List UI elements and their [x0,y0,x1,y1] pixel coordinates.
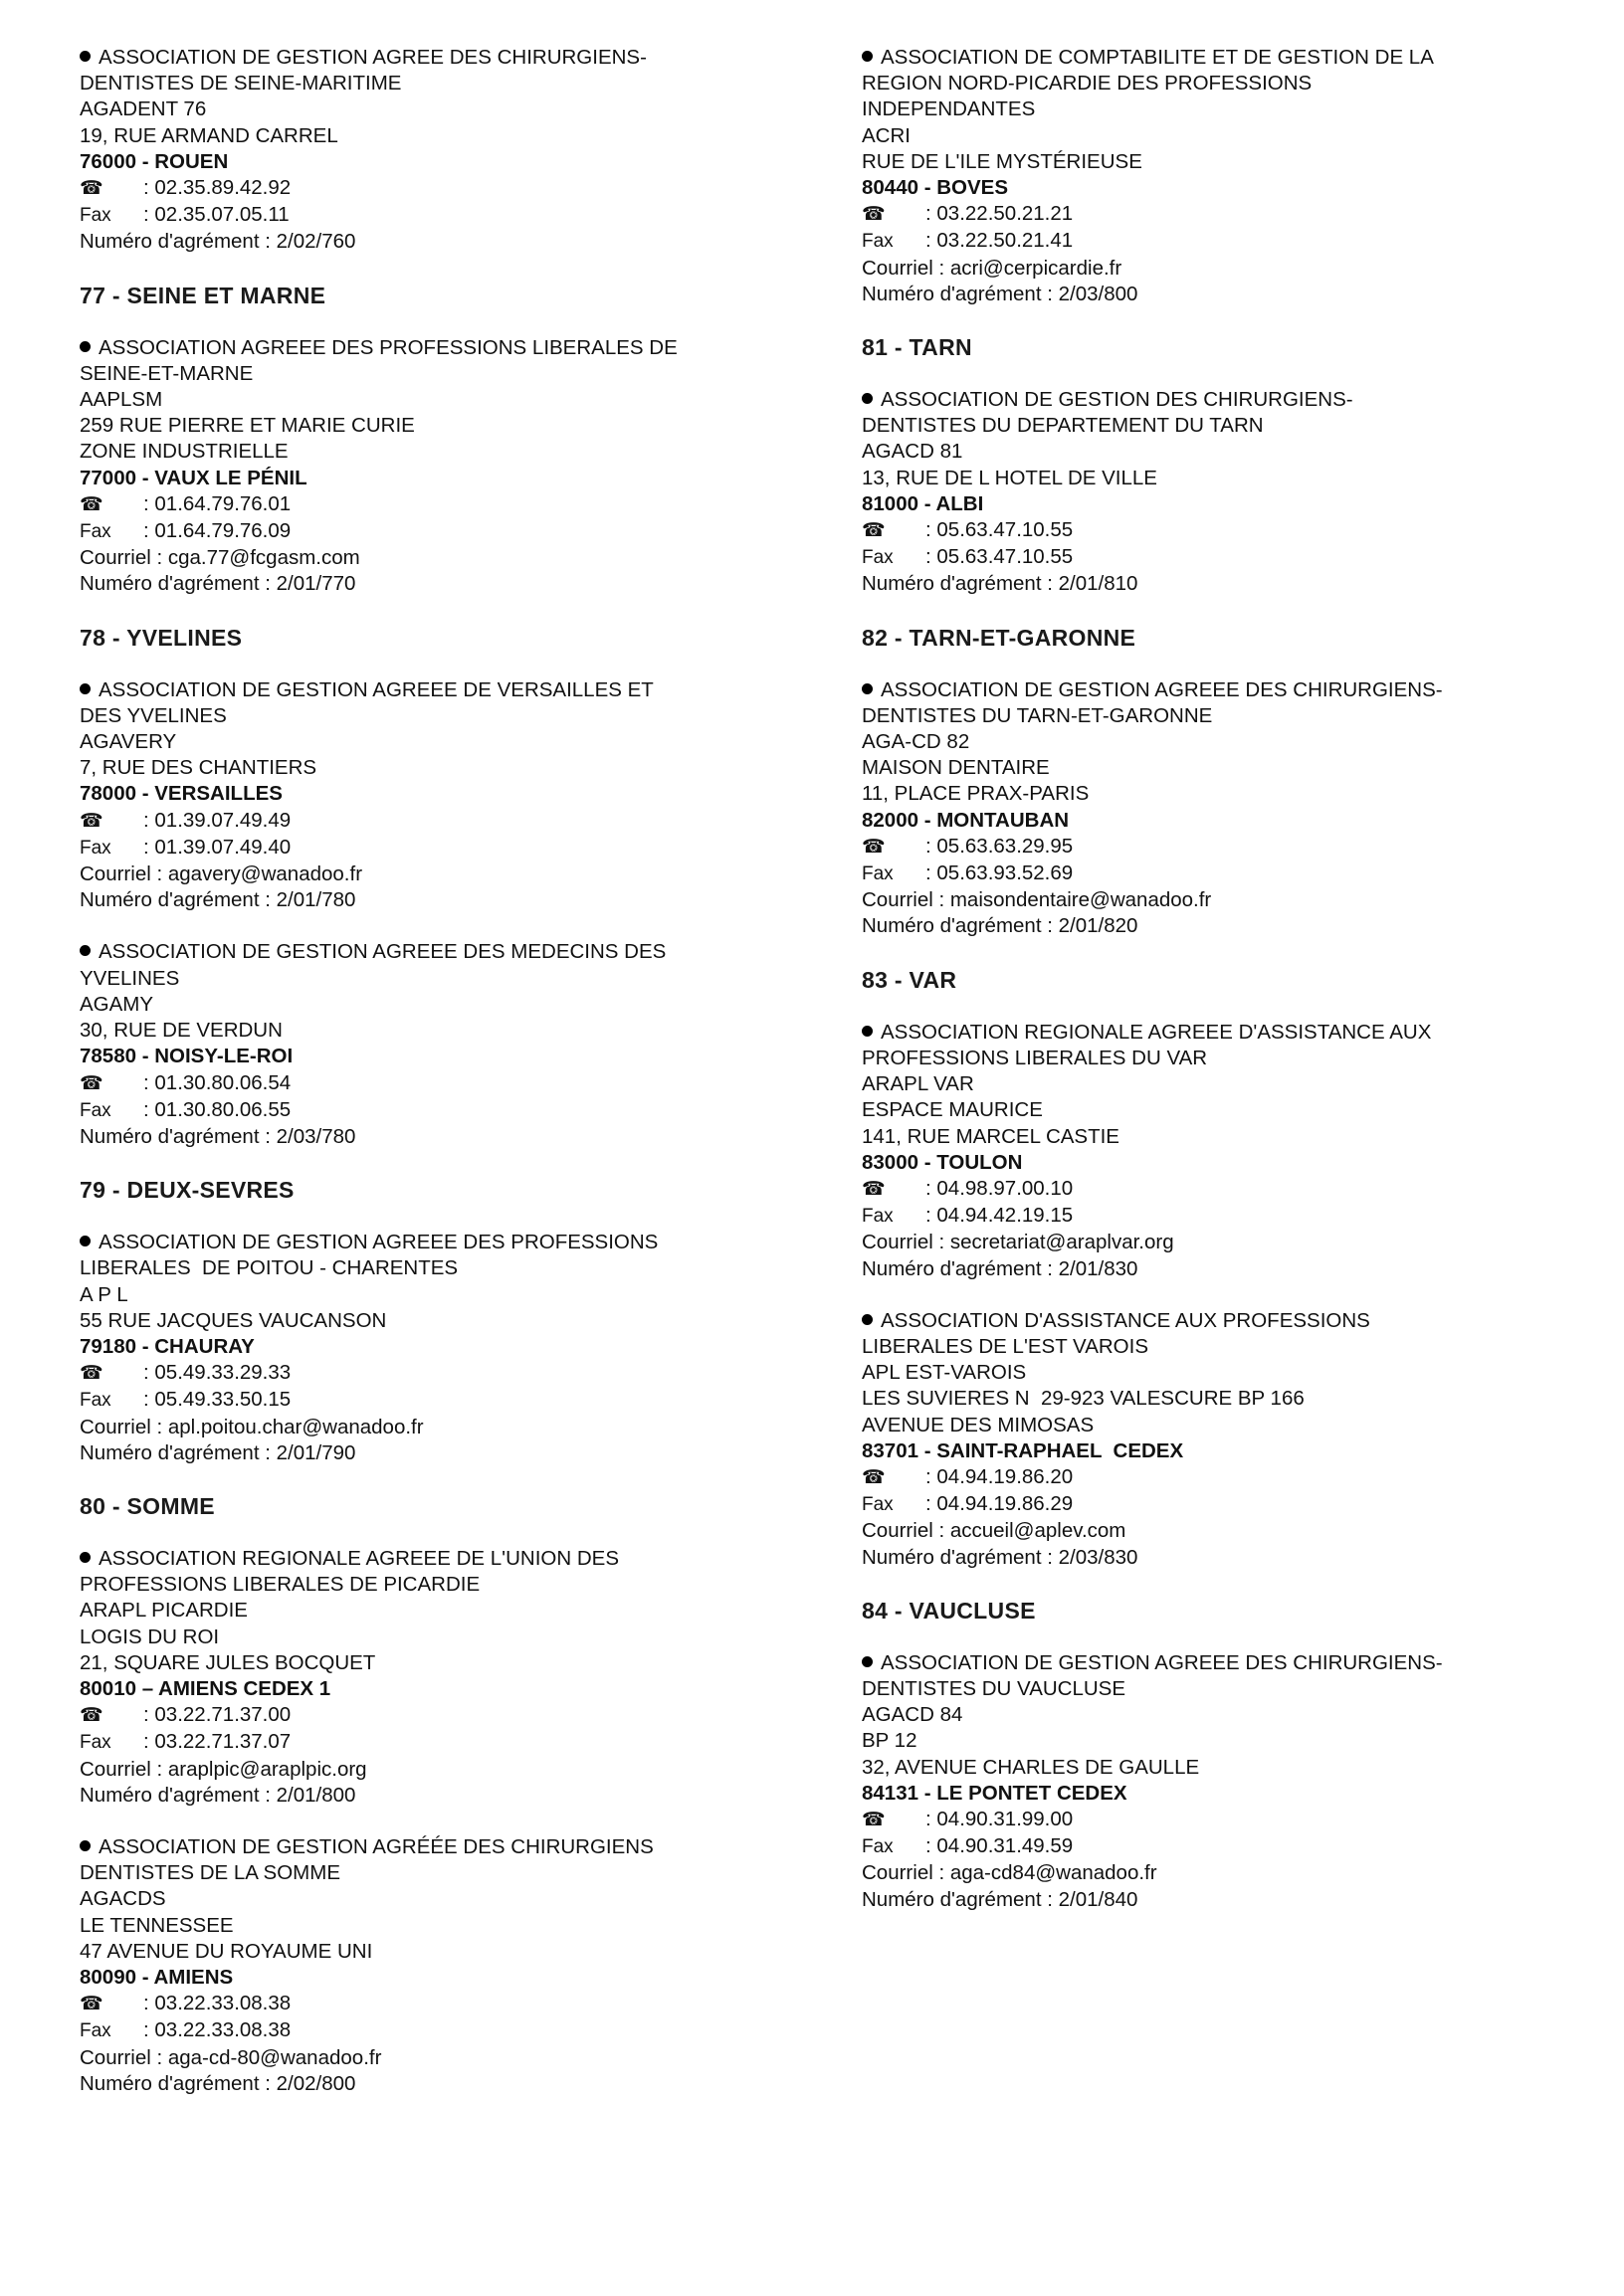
postal-city: 83000 - TOULON [862,1150,1023,1174]
association-acronym: AGACD 84 [862,1703,963,1727]
fax-number: : 03.22.50.21.41 [925,229,1074,253]
phone-number: : 01.64.79.76.01 [143,491,292,515]
address-line: BP 12 [862,1729,917,1753]
association-name-text: ASSOCIATION REGIONALE AGREEE DE L'UNION DES [99,1546,619,1570]
phone-icon: ☎ [862,1466,886,1488]
address-line: MAISON DENTAIRE [862,756,1050,780]
email-line: Courriel : secretariat@araplvar.org [862,1231,1174,1254]
association-name-line [862,677,1548,703]
association-name-text: LIBERALES DE POITOU - CHARENTES [80,1256,459,1280]
association-name-text: REGION NORD-PICARDIE DES PROFESSIONS [862,72,1313,96]
bullet-icon [80,1552,91,1563]
association-name-line [80,1546,766,1572]
agrement-number: Numéro d'agrément : 2/01/800 [80,1783,356,1807]
fax-label: Fax [80,2020,111,2042]
fax-row [862,228,1548,255]
association-name-line [80,1255,766,1281]
association-name-text: SEINE-ET-MARNE [80,361,254,385]
address-line: LE TENNESSEE [80,1913,234,1937]
fax-label: Fax [862,1206,894,1228]
fax-row [862,1203,1548,1230]
address-line: 32, AVENUE CHARLES DE GAULLE [862,1755,1200,1779]
section-heading: 79 - DEUX-SEVRES [80,1177,295,1204]
association-acronym: AGAVERY [80,730,177,754]
association-entry [862,677,1548,940]
fax-number: : 05.63.93.52.69 [925,861,1074,885]
phone-icon: ☎ [80,810,103,832]
agrement-number: Numéro d'agrément : 2/02/800 [80,2071,356,2095]
postal-city: 77000 - VAUX LE PÉNIL [80,466,307,489]
phone-icon: ☎ [862,520,886,542]
phone-row [862,1176,1548,1203]
fax-row [80,202,766,229]
fax-row [80,2017,766,2044]
association-acronym: ACRI [862,123,911,147]
bullet-icon [862,1026,873,1037]
association-name-line [80,335,766,361]
bullet-icon [80,1840,91,1851]
association-name-text: ASSOCIATION DE GESTION DES CHIRURGIENS- [881,388,1353,412]
phone-row [80,1070,766,1097]
phone-icon: ☎ [80,1072,103,1094]
fax-number: : 04.90.31.49.59 [925,1834,1074,1858]
association-name-text: ASSOCIATION D'ASSISTANCE AUX PROFESSIONS [881,1308,1370,1332]
fax-number: : 02.35.07.05.11 [143,203,290,227]
email-line: Courriel : agavery@wanadoo.fr [80,862,363,886]
bullet-icon [862,51,873,62]
fax-number: : 01.64.79.76.09 [143,519,292,543]
association-acronym: A P L [80,1282,128,1306]
postal-city: 76000 - ROUEN [80,149,229,173]
phone-number: : 01.39.07.49.49 [143,808,292,832]
phone-number: : 04.90.31.99.00 [925,1807,1074,1830]
email-line: Courriel : maisondentaire@wanadoo.fr [862,888,1212,912]
agrement-number: Numéro d'agrément : 2/01/790 [80,1440,356,1464]
association-name-line [862,1650,1548,1676]
association-name-text: PROFESSIONS LIBERALES DU VAR [862,1046,1208,1069]
phone-number: : 02.35.89.42.92 [143,176,292,200]
phone-icon: ☎ [862,1809,886,1830]
phone-row [862,1464,1548,1491]
postal-city: 80010 – AMIENS CEDEX 1 [80,1676,331,1700]
email-line: Courriel : araplpic@araplpic.org [80,1757,367,1781]
bullet-icon [80,341,91,352]
section-heading: 82 - TARN-ET-GARONNE [862,624,1136,651]
fax-number: : 05.63.47.10.55 [925,545,1074,569]
association-name-line [862,387,1548,413]
association-acronym: ARAPL VAR [862,1072,974,1096]
association-name-text: DES YVELINES [80,703,227,727]
association-name-text: ASSOCIATION DE COMPTABILITE ET DE GESTION DE LA [881,46,1434,69]
fax-number: : 01.30.80.06.55 [143,1097,292,1121]
bullet-icon [80,683,91,694]
postal-city: 78000 - VERSAILLES [80,782,283,806]
bullet-icon [862,1314,873,1325]
association-acronym: AGACD 81 [862,440,963,464]
association-name-text: ASSOCIATION REGIONALE AGREEE D'ASSISTANCE AUX [881,1020,1432,1044]
email-line: Courriel : accueil@aplev.com [862,1519,1126,1543]
association-name-text: PROFESSIONS LIBERALES DE PICARDIE [80,1573,481,1597]
postal-city: 82000 - MONTAUBAN [862,808,1070,832]
association-name-text: ASSOCIATION AGREEE DES PROFESSIONS LIBERALES DE [99,335,678,359]
address-line: ZONE INDUSTRIELLE [80,440,289,464]
association-name-line [80,1860,766,1886]
association-name-line [80,1572,766,1598]
section-heading: 77 - SEINE ET MARNE [80,282,326,308]
address-line: 55 RUE JACQUES VAUCANSON [80,1308,387,1332]
association-name-line [862,1020,1548,1046]
section-heading: 78 - YVELINES [80,624,243,651]
association-entry [80,1834,766,2097]
association-name-text: DENTISTES DU TARN-ET-GARONNE [862,703,1213,727]
bullet-icon [862,683,873,694]
association-name-line [80,703,766,729]
association-acronym: AGA-CD 82 [862,730,970,754]
association-name-line [862,1676,1548,1702]
section-heading: 81 - TARN [862,334,972,361]
postal-city: 80090 - AMIENS [80,1965,234,1989]
association-name-line [862,96,1548,122]
bullet-icon [80,945,91,956]
association-acronym: AGADENT 76 [80,97,207,121]
association-acronym: ARAPL PICARDIE [80,1599,248,1623]
association-name-text: INDEPENDANTES [862,97,1036,121]
agrement-number: Numéro d'agrément : 2/01/820 [862,914,1138,938]
agrement-number: Numéro d'agrément : 2/03/780 [80,1124,356,1148]
phone-number: : 04.94.19.86.20 [925,1464,1074,1488]
association-entry [862,1020,1548,1282]
association-name-line [80,361,766,387]
association-entry [862,45,1548,307]
phone-number: : 01.30.80.06.54 [143,1070,292,1094]
fax-label: Fax [80,1099,111,1121]
agrement-number: Numéro d'agrément : 2/03/830 [862,1545,1138,1569]
association-name-text: DENTISTES DE LA SOMME [80,1861,340,1885]
address-line: ESPACE MAURICE [862,1098,1043,1122]
association-name-text: ASSOCIATION DE GESTION AGREEE DES CHIRURGIENS- [881,677,1443,701]
association-entry [862,1650,1548,1913]
association-entry [80,1546,766,1809]
association-name-text: LIBERALES DE L'EST VAROIS [862,1334,1148,1358]
left-column [80,45,766,2123]
fax-label: Fax [80,1732,111,1754]
association-name-line [862,1308,1548,1334]
association-name-text: YVELINES [80,966,180,990]
fax-row [80,518,766,545]
association-name-line [80,1230,766,1255]
fax-label: Fax [862,231,894,253]
fax-row [80,1097,766,1124]
fax-number: : 04.94.19.86.29 [925,1492,1074,1516]
fax-label: Fax [80,837,111,859]
association-name-text: ASSOCIATION DE GESTION AGREE DES CHIRURGIENS- [99,46,647,69]
association-name-line [80,1834,766,1860]
association-name-line [862,71,1548,96]
fax-row [862,1491,1548,1518]
agrement-number: Numéro d'agrément : 2/02/760 [80,230,356,254]
address-line: LOGIS DU ROI [80,1625,220,1648]
association-name-text: DENTISTES DE SEINE-MARITIME [80,72,402,96]
postal-city: 81000 - ALBI [862,491,984,515]
association-name-text: ASSOCIATION DE GESTION AGREEE DES CHIRURGIENS- [881,1650,1443,1674]
fax-label: Fax [862,1494,894,1516]
bullet-icon [80,51,91,62]
section-heading: 80 - SOMME [80,1492,215,1519]
bullet-icon [80,1236,91,1246]
email-line: Courriel : apl.poitou.char@wanadoo.fr [80,1415,424,1438]
postal-city: 83701 - SAINT-RAPHAEL CEDEX [862,1438,1184,1462]
association-entry [80,677,766,914]
association-acronym: AAPLSM [80,388,163,412]
association-entry [862,387,1548,598]
address-line: 13, RUE DE L HOTEL DE VILLE [862,466,1157,489]
association-name-text: DENTISTES DU DEPARTEMENT DU TARN [862,414,1264,438]
postal-city: 80440 - BOVES [862,176,1008,200]
association-name-text: ASSOCIATION DE GESTION AGREEE DES PROFESSIONS [99,1231,659,1254]
association-entry [80,335,766,598]
section-heading: 84 - VAUCLUSE [862,1597,1036,1624]
association-acronym: AGAMY [80,992,154,1016]
association-name-text: ASSOCIATION DE GESTION AGREEE DE VERSAILLES ET [99,677,654,701]
phone-number: : 05.63.63.29.95 [925,834,1074,858]
fax-number: : 01.39.07.49.40 [143,835,292,859]
phone-icon: ☎ [80,178,103,200]
fax-row [862,544,1548,571]
association-name-line [862,413,1548,439]
address-line: 21, SQUARE JULES BOCQUET [80,1650,376,1674]
phone-row [80,1360,766,1387]
agrement-number: Numéro d'agrément : 2/01/810 [862,572,1138,596]
phone-icon: ☎ [80,1363,103,1385]
fax-label: Fax [80,1390,111,1412]
address-line: 47 AVENUE DU ROYAUME UNI [80,1939,373,1963]
fax-label: Fax [80,521,111,543]
fax-row [80,1387,766,1414]
phone-row [862,1807,1548,1833]
association-entry [80,939,766,1150]
address-line: AVENUE DES MIMOSAS [862,1413,1095,1436]
association-name-line [862,1046,1548,1071]
fax-label: Fax [862,1836,894,1858]
phone-row [80,1702,766,1729]
postal-city: 79180 - CHAURAY [80,1334,255,1358]
association-name-text: ASSOCIATION DE GESTION AGRÉÉE DES CHIRURGIENS [99,1834,654,1858]
fax-label: Fax [80,205,111,227]
association-acronym: AGACDS [80,1887,166,1911]
association-entry [862,1308,1548,1571]
fax-row [862,861,1548,887]
section-heading: 83 - VAR [862,966,957,993]
email-line: Courriel : cga.77@fcgasm.com [80,546,360,570]
fax-number: : 05.49.33.50.15 [143,1388,292,1412]
association-name-line [862,703,1548,729]
fax-number: : 04.94.42.19.15 [925,1204,1074,1228]
address-line: 30, RUE DE VERDUN [80,1019,283,1043]
address-line: LES SUVIERES N 29-923 VALESCURE BP 166 [862,1387,1305,1411]
fax-number: : 03.22.33.08.38 [143,2018,292,2042]
agrement-number: Numéro d'agrément : 2/01/780 [80,888,356,912]
agrement-number: Numéro d'agrément : 2/03/800 [862,282,1138,305]
address-line: 11, PLACE PRAX-PARIS [862,782,1090,806]
phone-row [80,491,766,518]
bullet-icon [862,1656,873,1667]
association-name-line [80,939,766,965]
address-line: 259 RUE PIERRE ET MARIE CURIE [80,414,415,438]
address-line: 141, RUE MARCEL CASTIE [862,1124,1119,1148]
agrement-number: Numéro d'agrément : 2/01/830 [862,1256,1138,1280]
fax-label: Fax [862,863,894,885]
fax-row [80,835,766,861]
phone-number: : 05.63.47.10.55 [925,518,1074,542]
association-name-text: ASSOCIATION DE GESTION AGREEE DES MEDECINS DES [99,940,667,964]
phone-number: : 03.22.33.08.38 [143,1992,292,2015]
phone-number: : 03.22.50.21.21 [925,202,1074,226]
phone-icon: ☎ [862,1178,886,1200]
phone-row [80,175,766,202]
phone-icon: ☎ [80,1994,103,2015]
email-line: Courriel : aga-cd84@wanadoo.fr [862,1861,1157,1885]
association-name-line [862,1334,1548,1360]
association-name-line [80,71,766,96]
fax-label: Fax [862,547,894,569]
address-line: 7, RUE DES CHANTIERS [80,756,317,780]
bullet-icon [862,393,873,404]
fax-row [80,1729,766,1756]
phone-icon: ☎ [80,493,103,515]
phone-row [80,808,766,835]
agrement-number: Numéro d'agrément : 2/01/840 [862,1887,1138,1911]
address-line: RUE DE L'ILE MYSTÉRIEUSE [862,149,1142,173]
association-acronym: APL EST-VAROIS [862,1361,1027,1385]
right-column [862,45,1548,1939]
association-entry [80,45,766,256]
email-line: Courriel : aga-cd-80@wanadoo.fr [80,2045,382,2069]
phone-number: : 03.22.71.37.00 [143,1703,292,1727]
address-line: 19, RUE ARMAND CARREL [80,123,338,147]
association-entry [80,1230,766,1466]
association-name-line [80,966,766,992]
fax-row [862,1833,1548,1860]
agrement-number: Numéro d'agrément : 2/01/770 [80,572,356,596]
postal-city: 78580 - NOISY-LE-ROI [80,1045,294,1068]
phone-icon: ☎ [80,1705,103,1727]
association-name-text: DENTISTES DU VAUCLUSE [862,1676,1126,1700]
phone-row [80,1991,766,2017]
postal-city: 84131 - LE PONTET CEDEX [862,1781,1127,1805]
phone-row [862,201,1548,228]
phone-row [862,517,1548,544]
phone-number: : 04.98.97.00.10 [925,1176,1074,1200]
association-name-line [80,45,766,71]
phone-number: : 05.49.33.29.33 [143,1361,292,1385]
association-name-line [862,45,1548,71]
phone-icon: ☎ [862,836,886,858]
phone-icon: ☎ [862,204,886,226]
email-line: Courriel : acri@cerpicardie.fr [862,256,1122,280]
phone-row [862,834,1548,861]
association-name-line [80,677,766,703]
fax-number: : 03.22.71.37.07 [143,1730,292,1754]
